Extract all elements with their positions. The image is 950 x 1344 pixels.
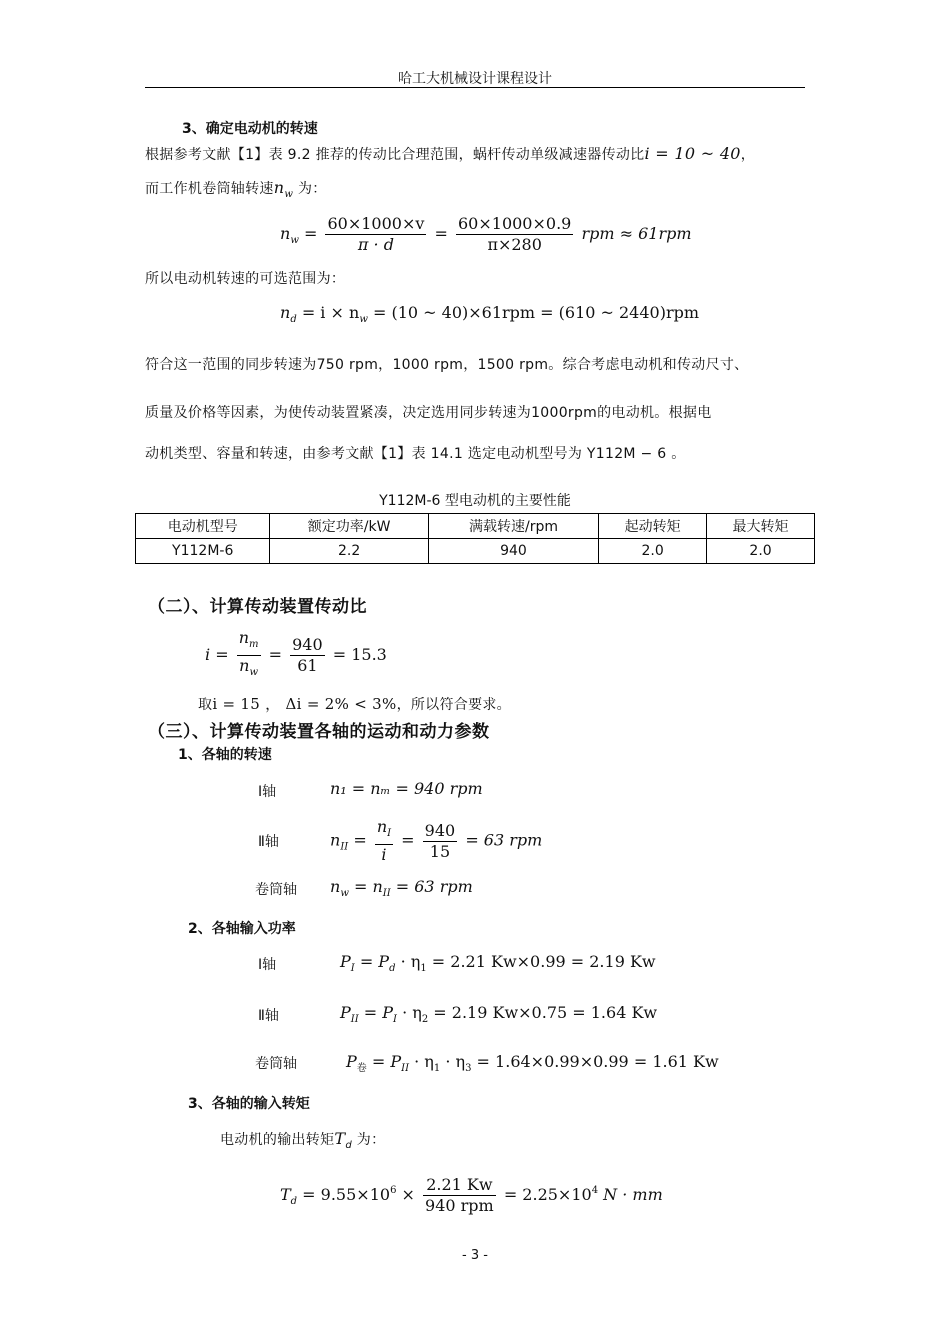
- eq-lhs: T: [280, 1185, 291, 1204]
- axis-label: Ⅰ轴: [258, 784, 277, 800]
- power-heading: 2、各轴输入功率: [188, 921, 296, 937]
- denominator: π · d: [357, 235, 394, 254]
- eq-result: = 15.3: [332, 645, 387, 664]
- torque-heading: 3、各轴的输入转矩: [188, 1096, 310, 1112]
- page-number: - 3 -: [462, 1248, 488, 1263]
- equation-speed-drum: [330, 877, 473, 899]
- eq-mid-sub: II: [401, 1063, 410, 1074]
- paragraph-ratio-range: [145, 144, 755, 164]
- eta-sub: 2: [421, 1014, 429, 1025]
- denominator: n: [239, 656, 250, 675]
- equals-sign: =: [353, 830, 367, 850]
- motor-spec-table: [135, 513, 815, 564]
- eq-exponent: 4: [591, 1185, 599, 1196]
- equation-power-drum: [346, 1052, 719, 1074]
- eq-mid-sub: w: [359, 314, 368, 325]
- fraction-1: [325, 214, 426, 255]
- numerator: 2.21 Kw: [423, 1175, 496, 1196]
- equation-speed-2: [330, 817, 542, 865]
- numerator: n: [376, 817, 388, 836]
- table-caption: Y112M-6 型电动机的主要性能: [379, 493, 571, 509]
- equation-torque: [280, 1175, 663, 1216]
- eq-lhs-sub: d: [290, 1196, 298, 1207]
- eq-lhs-sub: II: [350, 1014, 359, 1025]
- denominator: i: [381, 845, 387, 864]
- eq-lhs: n: [330, 877, 341, 896]
- axis-label: Ⅰ轴: [258, 957, 277, 973]
- eq-tail: rpm ≈ 61rpm: [581, 224, 692, 243]
- equals-sign: =: [268, 645, 282, 664]
- denominator: 940 rpm: [425, 1196, 494, 1215]
- numerator: 940: [292, 635, 323, 654]
- eq-lhs-sub: w: [290, 235, 299, 246]
- axis-label: Ⅱ轴: [258, 1008, 279, 1024]
- intro-text: 为：: [352, 1132, 386, 1148]
- note-math: i = 15 ， Δi = 2% < 3%: [212, 695, 397, 713]
- note-text: 取: [198, 697, 213, 713]
- numerator-sub: m: [249, 639, 259, 650]
- denominator: π×280: [487, 235, 542, 254]
- table-cell: 2.0: [599, 539, 707, 564]
- equation-power-1: [340, 952, 656, 974]
- times-sign: ×: [401, 1185, 415, 1204]
- equation-power-2: [340, 1003, 657, 1025]
- ratio-check-note: [198, 693, 511, 714]
- eta-symbol: · η: [440, 1052, 466, 1071]
- eta-symbol: · η: [396, 1003, 422, 1022]
- table-header-cell: 起动转矩: [599, 514, 707, 539]
- eq-mid-sub: d: [389, 963, 396, 974]
- eq-lhs-sub: I: [350, 963, 355, 974]
- table-header-row: [136, 514, 815, 539]
- eq-mid: = n: [353, 877, 383, 896]
- fraction-ratio: [237, 628, 261, 683]
- eq-tail: = 2.19 Kw×0.75 = 1.64 Kw: [428, 1003, 658, 1022]
- table-header-cell: 最大转矩: [707, 514, 815, 539]
- denominator: 61: [297, 656, 318, 675]
- axis-label: Ⅱ轴: [258, 834, 279, 850]
- paragraph-punct: ，: [740, 147, 756, 163]
- table-cell: 2.0: [707, 539, 815, 564]
- header-rule: [145, 87, 805, 88]
- eq-lhs: P: [346, 1052, 357, 1071]
- part2-heading: （二）、计算传动装置传动比: [148, 597, 367, 617]
- table-cell: 940: [428, 539, 598, 564]
- numerator: 940: [424, 820, 456, 840]
- eq-lhs: i =: [205, 645, 229, 664]
- eq-lhs: n: [280, 303, 291, 322]
- torque-sub: d: [345, 1140, 353, 1151]
- paragraph-motor-model: 动机类型、容量和转速，由参考文献【1】表 14.1 选定电动机型号为 Y112M − 6 。: [145, 446, 686, 462]
- section-heading-motor-speed: 3、确定电动机的转速: [182, 121, 318, 137]
- eq-tail: = 63 rpm: [390, 877, 473, 896]
- equation-motor-speed-range: [280, 303, 699, 325]
- eq-lhs-sub: 卷: [356, 1063, 367, 1074]
- page-header: 哈工大机械设计课程设计: [398, 71, 552, 87]
- paragraph-selection: 质量及价格等因素，为使传动装置紧凑，决定选用同步转速为1000rpm的电动机。根据电: [145, 405, 712, 421]
- equation-drum-speed: [280, 214, 692, 255]
- eq-mid-sub: I: [393, 1014, 397, 1025]
- table-header-cell: 电动机型号: [136, 514, 270, 539]
- table-row: [136, 539, 815, 564]
- numerator-sub: I: [387, 828, 392, 839]
- denominator: 15: [429, 841, 451, 861]
- eq-mid: = P: [371, 1052, 402, 1071]
- eq-lhs: n: [330, 830, 341, 850]
- eq-mid-sub: II: [382, 888, 391, 899]
- eta-sub: 1: [420, 963, 427, 974]
- equation-speed-1: n₁ = nₘ = 940 rpm: [330, 779, 483, 798]
- equation-ratio: [205, 628, 387, 683]
- eq-mid: = i × n: [301, 303, 360, 322]
- eq-lhs: P: [340, 952, 351, 971]
- table-cell: 2.2: [270, 539, 428, 564]
- speed-heading: 1、各轴的转速: [178, 747, 272, 763]
- eq-tail: = 2.21 Kw×0.99 = 2.19 Kw: [426, 952, 656, 971]
- paragraph-sync-speeds: 符合这一范围的同步转速为750 rpm，1000 rpm，1500 rpm。综合考虑电动机和传动尺寸、: [145, 357, 749, 373]
- equals-sign: =: [401, 830, 415, 850]
- eq-lhs-sub: w: [340, 888, 349, 899]
- drum-speed-symbol: n: [273, 178, 285, 197]
- eq-lhs-sub: II: [340, 841, 349, 853]
- axis-label: 卷筒轴: [255, 1056, 297, 1072]
- eq-mid: = P: [359, 952, 390, 971]
- eq-result: = 63 rpm: [465, 830, 543, 850]
- eq-coefficient: = 9.55×10: [302, 1185, 391, 1204]
- denominator-sub: w: [249, 667, 259, 678]
- eq-rest: = (10 ~ 40)×61rpm = (610 ~ 2440)rpm: [367, 303, 700, 322]
- intro-text: 电动机的输出转矩: [220, 1132, 335, 1148]
- eta-symbol: · η: [409, 1052, 434, 1071]
- equals-sign: =: [434, 224, 448, 243]
- eq-tail: = 1.64×0.99×0.99 = 1.61 Kw: [471, 1052, 719, 1071]
- eq-lhs: P: [340, 1003, 351, 1022]
- drum-speed-sub: w: [284, 189, 294, 200]
- eta-sub: 3: [465, 1063, 472, 1074]
- paragraph-text: 根据参考文献【1】表 9.2 推荐的传动比合理范围，蜗杆传动单级减速器传动比: [145, 147, 645, 163]
- eq-lhs-sub: d: [290, 314, 297, 325]
- eq-exponent: 6: [390, 1185, 397, 1196]
- ratio-range-math: i = 10 ~ 40: [644, 144, 741, 163]
- part3-heading: （三）、计算传动装置各轴的运动和动力参数: [148, 722, 490, 742]
- table-header-cell: 满载转速/rpm: [428, 514, 598, 539]
- paragraph-drum-speed: [145, 178, 327, 200]
- paragraph-text: 而工作机卷筒轴转速: [145, 181, 274, 197]
- eta-sub: 1: [433, 1063, 441, 1074]
- eq-unit: N · mm: [598, 1185, 663, 1204]
- fraction-values: [290, 635, 325, 676]
- numerator: n: [238, 628, 250, 647]
- fraction-values: [423, 821, 458, 862]
- paragraph-range-intro: 所以电动机转速的可选范围为：: [145, 271, 346, 287]
- axis-label: 卷筒轴: [255, 882, 297, 898]
- numerator: 60×1000×v: [327, 214, 425, 233]
- fraction-torque: [423, 1175, 496, 1216]
- torque-intro: [220, 1129, 385, 1151]
- note-text: ，所以符合要求。: [396, 697, 511, 713]
- equals-sign: =: [303, 224, 318, 243]
- table-cell: Y112M-6: [136, 539, 270, 564]
- table-header-cell: 额定功率/kW: [270, 514, 428, 539]
- eta-symbol: · η: [395, 952, 421, 971]
- eq-result: = 2.25×10: [503, 1185, 592, 1204]
- paragraph-punct: 为：: [293, 181, 327, 197]
- eq-lhs: n: [280, 224, 291, 243]
- numerator: 60×1000×0.9: [458, 214, 572, 233]
- fraction-speed: [375, 817, 393, 865]
- eq-mid: = P: [363, 1003, 394, 1022]
- torque-symbol: T: [334, 1129, 346, 1148]
- fraction-2: [456, 214, 573, 255]
